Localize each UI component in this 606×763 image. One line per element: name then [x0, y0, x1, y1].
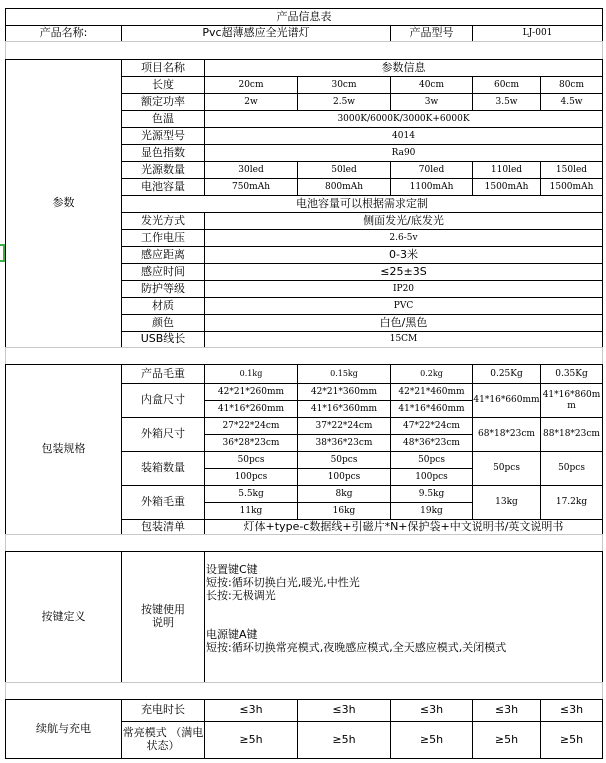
length-value [472, 76, 541, 94]
outer-weight-value [204, 502, 298, 520]
outer-weight-value [390, 485, 473, 503]
cell-selection-marker [0, 244, 5, 262]
outer-box-value-text: 27*22*24cm [222, 420, 280, 431]
length-value [204, 76, 298, 94]
inner-box-value-text: 41*16*860mm [542, 390, 601, 411]
voltage-label [121, 229, 205, 247]
outer-weight-value-text: 8kg [335, 488, 353, 499]
packing-list-label [121, 519, 205, 535]
material-value-text: PVC [393, 300, 414, 311]
product-name-label-text: 产品名称: [39, 26, 88, 40]
outer-box-value [390, 434, 473, 452]
voltage-label-text: 工作电压 [141, 230, 185, 244]
packing-section-label [5, 364, 122, 535]
outer-weight-value [204, 485, 298, 503]
steady-value [204, 721, 298, 759]
outer-weight-value-text: 13kg [495, 497, 518, 508]
box-qty-value [390, 451, 473, 469]
inner-box-value-text: 41*16*460mm [398, 403, 465, 414]
box-qty-value-text: 100pcs [234, 471, 268, 482]
inner-box-value-text: 42*21*360mm [310, 386, 378, 397]
inner-box-value [390, 400, 473, 418]
box-qty-label-text: 装箱数量 [141, 461, 185, 475]
cri-value [204, 144, 603, 162]
params-section-label [5, 59, 122, 348]
outer-box-value [297, 434, 391, 452]
led-count-value-text: 110led [490, 164, 523, 175]
emit-mode-label-text: 发光方式 [141, 213, 185, 227]
outer-weight-value [297, 485, 391, 503]
gross-weight-value-text: 0.2kg [420, 369, 443, 379]
inner-box-value [472, 383, 541, 418]
length-value [390, 76, 473, 94]
outer-weight-label-text: 外箱毛重 [141, 495, 185, 509]
length-label-text: 长度 [152, 77, 174, 91]
buttons-note-line: 电源键A键 [206, 628, 258, 641]
led-count-value [297, 161, 391, 179]
length-value-text: 40cm [418, 79, 445, 90]
color-temp-label [121, 110, 205, 128]
steady-label-text: 常亮模式 （满电状态） [122, 726, 204, 752]
battery-value-text: 800mAh [324, 181, 363, 192]
outer-box-label [121, 417, 205, 452]
emit-mode-label [121, 212, 205, 230]
inner-box-value [297, 400, 391, 418]
outer-weight-value-text: 16kg [332, 505, 356, 516]
product-model-label [390, 25, 473, 42]
steady-value [297, 721, 391, 759]
emit-mode-value-text: 侧面发光/底发光 [363, 213, 444, 227]
protection-label [121, 280, 205, 298]
product-name-value-text: Pvc超薄感应全光谱灯 [202, 26, 310, 40]
outer-box-value [204, 417, 298, 435]
buttons-note-line: 短按:循环切换常亮模式,夜晚感应模式,全天感应模式,关闭模式 [206, 641, 507, 654]
length-value [540, 76, 603, 94]
gross-weight-value [540, 364, 603, 384]
inner-box-value [204, 383, 298, 401]
outer-box-value [540, 417, 603, 452]
box-qty-value [390, 468, 473, 486]
box-qty-value [540, 451, 603, 486]
inner-box-value [204, 400, 298, 418]
gross-weight-label-text: 产品毛重 [141, 366, 185, 380]
led-count-value [540, 161, 603, 179]
led-count-label-text: 光源数量 [141, 162, 185, 176]
battery-value [204, 178, 298, 196]
outer-box-value-text: 68*18*23cm [478, 429, 535, 440]
battery-value [390, 178, 473, 196]
params-header-item-text: 项目名称 [141, 60, 185, 74]
power-value [297, 93, 391, 111]
gross-weight-value [390, 364, 473, 384]
sense-time-value-text: ≤25±3S [380, 264, 427, 278]
gross-weight-label [121, 364, 205, 384]
power-value-text: 3w [424, 96, 439, 107]
outer-box-value [204, 434, 298, 452]
length-value-text: 80cm [558, 79, 585, 90]
product-name-label [5, 25, 122, 42]
inner-box-label-text: 内盒尺寸 [141, 393, 185, 407]
charge-label [121, 699, 205, 722]
protection-value [204, 280, 603, 298]
packing-list-value [204, 519, 603, 535]
led-count-value [204, 161, 298, 179]
charge-label-text: 充电时长 [141, 703, 185, 717]
steady-value [390, 721, 473, 759]
outer-box-value-text: 38*36*23cm [315, 437, 373, 448]
length-value-text: 30cm [331, 79, 357, 90]
usb-label-text: USB线长 [140, 332, 186, 346]
endurance-section-label-text: 续航与充电 [36, 721, 91, 735]
outer-box-value-text: 48*36*23cm [403, 437, 460, 448]
light-source-value-text: 4014 [392, 130, 415, 141]
outer-box-value [297, 417, 391, 435]
protection-label-text: 防护等级 [141, 281, 185, 295]
outer-weight-value-text: 17.2kg [555, 497, 588, 508]
blank-row [5, 41, 603, 60]
material-label-text: 材质 [152, 298, 174, 312]
power-value-text: 2w [244, 96, 258, 107]
buttons-note-line: 短按:循环切换白光,暖光,中性光 [206, 576, 360, 589]
box-qty-value-text: 50pcs [558, 463, 585, 474]
light-source-label [121, 127, 205, 145]
outer-box-value-text: 47*22*24cm [403, 420, 460, 431]
length-value-text: 60cm [493, 79, 520, 90]
gross-weight-value [297, 364, 391, 384]
battery-value [297, 178, 391, 196]
outer-weight-value [297, 502, 391, 520]
sense-time-value [204, 263, 603, 281]
light-source-label-text: 光源型号 [141, 128, 185, 142]
cri-label-text: 显色指数 [141, 145, 185, 159]
material-value [204, 297, 603, 315]
box-qty-value [297, 468, 391, 486]
sheet-title-text: 产品信息表 [276, 9, 332, 23]
charge-value-text: ≤3h [419, 703, 444, 717]
inner-box-label [121, 383, 205, 418]
power-value [204, 93, 298, 111]
steady-value-text: ≥5h [239, 732, 263, 746]
power-value-text: 2.5w [332, 96, 356, 107]
buttons-notes [204, 551, 603, 683]
outer-weight-value-text: 11kg [239, 505, 263, 516]
buttons-note-line [206, 615, 602, 628]
color-value [204, 314, 603, 332]
box-qty-value [472, 451, 541, 486]
buttons-note-line: 长按:无极调光 [206, 589, 276, 602]
params-header-value-text: 参数信息 [381, 60, 426, 74]
inner-box-value-text: 41*16*260mm [217, 403, 285, 414]
length-value-text: 20cm [238, 79, 264, 90]
color-temp-value-text: 3000K/6000K/3000K+6000K [337, 113, 470, 124]
sense-distance-label-text: 感应距离 [141, 247, 185, 261]
buttons-sub-label [121, 551, 205, 683]
cri-value-text: Ra90 [391, 147, 416, 158]
product-name-value [121, 25, 391, 42]
color-temp-value [204, 110, 603, 128]
battery-value-text: 1500mAh [549, 181, 594, 192]
packing-section-label-text: 包装规格 [41, 442, 86, 456]
outer-box-value [390, 417, 473, 435]
steady-value [472, 721, 541, 759]
blank-row [5, 347, 603, 365]
product-model-value-text: LJ-001 [522, 28, 553, 39]
charge-value-text: ≤3h [559, 703, 584, 717]
params-header-item [121, 59, 205, 77]
outer-weight-label [121, 485, 205, 520]
product-model-value [472, 25, 603, 42]
color-value-text: 白色/黑色 [379, 315, 428, 329]
protection-value-text: IP20 [392, 283, 415, 294]
sheet-title [5, 8, 603, 26]
steady-value [540, 721, 603, 759]
blank-row [5, 534, 603, 552]
emit-mode-value [204, 212, 603, 230]
led-count-value [390, 161, 473, 179]
voltage-value-text: 2.6-5v [389, 232, 418, 243]
outer-box-label-text: 外箱尺寸 [141, 427, 185, 441]
endurance-section-label [5, 699, 122, 759]
power-value [390, 93, 473, 111]
battery-value-text: 1500mAh [484, 181, 529, 192]
box-qty-value [204, 451, 298, 469]
gross-weight-value-text: 0.15kg [330, 369, 358, 379]
charge-value [297, 699, 391, 722]
outer-weight-value [472, 485, 541, 520]
led-count-value-text: 30led [238, 164, 264, 175]
color-temp-label-text: 色温 [152, 111, 174, 125]
led-count-value [472, 161, 541, 179]
blank-row [5, 682, 603, 700]
box-qty-value-text: 100pcs [327, 471, 361, 482]
gross-weight-value-text: 0.1kg [239, 369, 263, 379]
buttons-note-line [206, 602, 602, 615]
sense-distance-value [204, 246, 603, 264]
outer-weight-value-text: 9.5kg [418, 488, 445, 499]
charge-value-text: ≤3h [494, 703, 519, 717]
steady-value-text: ≥5h [332, 732, 356, 746]
outer-weight-value [390, 502, 473, 520]
box-qty-value-text: 50pcs [330, 454, 358, 465]
material-label [121, 297, 205, 315]
outer-box-value-text: 36*28*23cm [222, 437, 280, 448]
inner-box-value [540, 383, 603, 418]
power-value [472, 93, 541, 111]
sense-distance-label [121, 246, 205, 264]
outer-weight-value-text: 5.5kg [238, 488, 264, 499]
gross-weight-value-text: 0.25Kg [490, 368, 523, 379]
battery-note [121, 195, 603, 213]
charge-value [390, 699, 473, 722]
charge-value-text: ≤3h [332, 703, 356, 717]
box-qty-value [204, 468, 298, 486]
buttons-note-line: 设置键C键 [206, 563, 258, 576]
inner-box-value-text: 41*16*360mm [310, 403, 378, 414]
charge-value [472, 699, 541, 722]
cri-label [121, 144, 205, 162]
power-value-text: 3.5w [495, 96, 518, 107]
buttons-section-label [5, 551, 122, 683]
steady-value-text: ≥5h [494, 732, 519, 746]
outer-box-value-text: 88*18*23cm [543, 429, 600, 440]
sense-time-label-text: 感应时间 [141, 264, 185, 278]
led-count-value-text: 150led [555, 164, 588, 175]
charge-value-text: ≤3h [239, 703, 263, 717]
box-qty-label [121, 451, 205, 486]
power-label-text: 额定功率 [141, 94, 185, 108]
box-qty-value-text: 50pcs [237, 454, 265, 465]
inner-box-value [297, 383, 391, 401]
led-count-label [121, 161, 205, 179]
params-header-value [204, 59, 603, 77]
power-value-text: 4.5w [560, 96, 583, 107]
packing-list-value-text: 灯体+type-c数据线+引磁片*N+保护袋+中文说明书/英文说明书 [243, 519, 564, 533]
inner-box-value [390, 383, 473, 401]
battery-note-text: 电池容量可以根据需求定制 [296, 196, 428, 210]
battery-value [472, 178, 541, 196]
buttons-notes-text [205, 552, 602, 654]
power-label [121, 93, 205, 111]
box-qty-value-text: 50pcs [418, 454, 445, 465]
outer-box-value-text: 37*22*24cm [315, 420, 373, 431]
inner-box-value-text: 41*16*660mm [473, 395, 540, 406]
voltage-value [204, 229, 603, 247]
outer-box-value [472, 417, 541, 452]
battery-label [121, 178, 205, 196]
outer-weight-value [540, 485, 603, 520]
inner-box-value-text: 42*21*460mm [398, 386, 465, 397]
usb-label [121, 331, 205, 348]
outer-weight-value-text: 19kg [420, 505, 443, 516]
gross-weight-value-text: 0.35Kg [555, 368, 588, 379]
charge-value [540, 699, 603, 722]
length-label [121, 76, 205, 94]
box-qty-value-text: 100pcs [415, 471, 448, 482]
buttons-sub-label-text: 按键使用说明 [141, 603, 185, 629]
buttons-section-label-text: 按键定义 [41, 609, 86, 623]
product-model-label-text: 产品型号 [409, 26, 454, 40]
usb-value [204, 331, 603, 348]
inner-box-value-text: 42*21*260mm [217, 386, 285, 397]
color-label-text: 颜色 [152, 315, 174, 329]
box-qty-value [297, 451, 391, 469]
params-section-label-text: 参数 [52, 196, 75, 210]
power-value [540, 93, 603, 111]
battery-value-text: 1100mAh [409, 181, 454, 192]
led-count-value-text: 70led [418, 164, 445, 175]
packing-list-label-text: 包装清单 [141, 519, 185, 533]
steady-label [121, 721, 205, 759]
box-qty-value-text: 50pcs [493, 463, 520, 474]
sense-distance-value-text: 0-3米 [389, 247, 418, 261]
steady-value-text: ≥5h [559, 732, 584, 746]
light-source-value [204, 127, 603, 145]
charge-value [204, 699, 298, 722]
sense-time-label [121, 263, 205, 281]
led-count-value-text: 50led [331, 164, 357, 175]
gross-weight-value [472, 364, 541, 384]
color-label [121, 314, 205, 332]
battery-value [540, 178, 603, 196]
battery-value-text: 750mAh [231, 181, 270, 192]
usb-value-text: 15CM [389, 334, 418, 345]
length-value [297, 76, 391, 94]
steady-value-text: ≥5h [419, 732, 444, 746]
battery-label-text: 电池容量 [141, 179, 185, 193]
gross-weight-value [204, 364, 298, 384]
